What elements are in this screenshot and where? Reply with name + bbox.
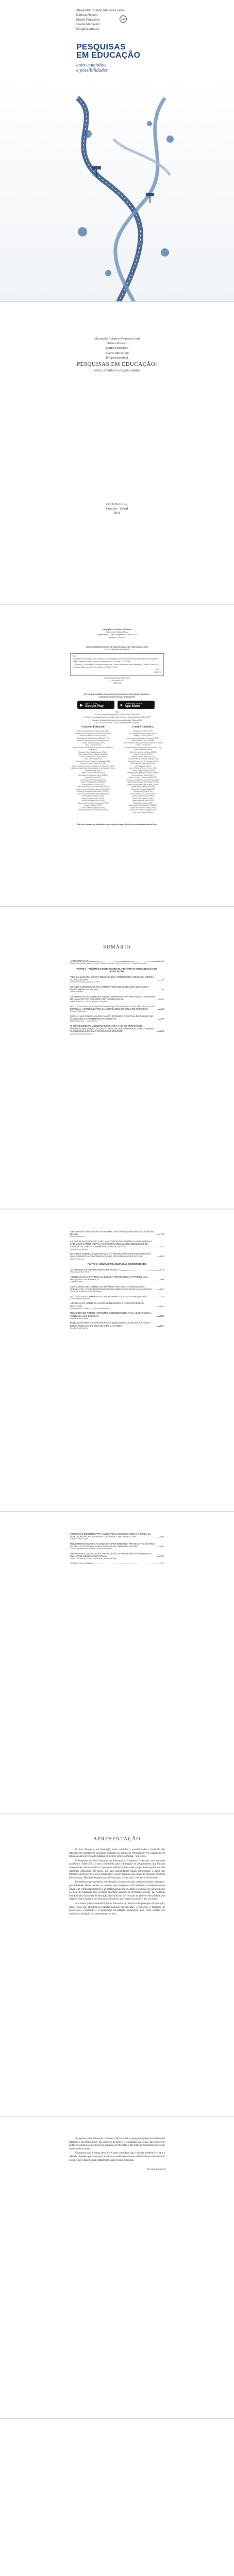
app-store-badge[interactable]	[118, 701, 155, 709]
toc-entry-title: ESCOLA MULTISSERIADA DO CAMPO: TECENDO FIOS PARA DISCUSSÃO DE SUA PRÁTICA NA PERSPECTIVA DOCENTE	[70, 1014, 154, 1021]
title-page	[0, 302, 234, 604]
title-page-organizers-label: (Organizadores)	[106, 355, 128, 360]
toc-entry-line	[70, 1005, 164, 1010]
board-member: Ana Chrystina Venancio Mignot (UERJ)	[128, 732, 158, 735]
board-member: Lídia de Oliveira Xavier (UNIEURO)	[80, 781, 106, 783]
board-member: Vera Lucia Gaspar (UDESC)	[132, 811, 154, 814]
cover-subtitle	[76, 63, 108, 73]
toc-page-number: 319	[160, 1555, 164, 1558]
board-member: Maria de Lourdes Pinto de Almeida (UNOESC)	[126, 778, 160, 781]
digital-notice-line: ESTA OBRA TAMBÉM ENCONTRA-SE DISPONÍVEL EM FORMATO DIGITAL.	[83, 693, 151, 696]
board-member: Sydione Santos (UEPG)	[84, 804, 102, 806]
board-member: Andréia N. Militão (UEMS)	[133, 735, 153, 737]
board-member: Fernando Antônio Gonçalves Alcoforado (IPB)	[76, 760, 110, 762]
board-member: Kilwangy Kya Kapitango-a-Samba (Unemat)	[127, 772, 159, 774]
title-page-publisher	[0, 502, 234, 516]
board-member: Altair Alberto Fávero (UPF)	[133, 730, 153, 732]
copyright-line: Editor-chefe: Railson Moura	[105, 631, 129, 634]
presentation-heading: APRESENTAÇÃO	[93, 1836, 141, 1842]
rights-line: Proibida a reprodução parcial ou total desta obra sem autorização da Editora CRV	[83, 716, 151, 719]
copyright-line: Copyright © da Editora CRV Ltda.	[102, 629, 132, 631]
catalog-line: P47	[73, 655, 76, 657]
digital-notice-line: CONHEÇA E BAIXE NOSSO APLICATIVO!	[98, 696, 136, 699]
toc-entry[interactable]	[70, 995, 164, 1003]
presentation-paragraph: O livro Pesquisas em Educação: entre caminhos e possibilidades é resultado das reflexões provenientes de pesquisas realizadas no âmbito do Programa de Pós-Graduação em Educação da Universidade Estadual do Centro-Oeste do Paraná – Unicentro.	[69, 1849, 165, 1858]
rights-line: Todos os direitos desta edição reservados pela: Editora CRV	[92, 719, 142, 721]
toc-entry-author: Elaine Marcelino · Laís da Cruz	[70, 1020, 97, 1023]
board-member: Maria Lília Imbiriba Sousa Colares (UFOPA)	[77, 790, 109, 792]
toc-entry[interactable]	[70, 1025, 164, 1035]
cover-title-line: EM EDUCAÇÃO	[76, 51, 141, 60]
board-member: Andréia da Silva Quintanilha Sousa (UNIR/UFRN)	[75, 732, 111, 735]
board-member: Josania Portela (UFPI)	[85, 776, 102, 778]
toc-entry-title: A FORMAÇÃO DOCENTE NO ENSINO SUPERIOR: PERSPECTIVAS E DESAFIOS DE UMA PRÁTICA DOCENTE CRÍTICO-REFLEXIVA	[70, 995, 156, 1001]
toc-entry-title: ESTUDO CURRICULAR: SÃO OBRIGATÓRIO NO CURSO DE PEDAGOGIA: APONTAMENTOS INICIAIS	[70, 985, 149, 991]
title-page-author: Elaine Marcelino	[105, 351, 129, 355]
toc-page-number: 337	[160, 1562, 164, 1565]
toc-entry-author: Priscila Figueiredo	[70, 1010, 87, 1013]
toc-entry-author: Jorgiana dos Santos	[70, 1248, 88, 1250]
board-member: Helder Buenos Aires de Carvalho (UFPI)	[128, 760, 158, 762]
toc-entry-title: A INFLUÊNCIA DE GÊNERO NA INFÂNCIA POR MEIO DA PSICOLOGIA PREVENTIVA: OS BRINQUEDOS E BRINCADEIRAS NA EDUCAÇÃO INFANTIL	[70, 1285, 152, 1291]
toc-leader-dots	[157, 1316, 160, 1317]
cover-artwork-illustration	[0, 77, 234, 302]
board-member: Anna Augusta Sampaio de Oliveira (UNESP)	[126, 737, 160, 739]
board-member: Leonel Severo Rocha (UNISINOS)	[80, 778, 106, 781]
toc-entry-author: Laura Carvalho de Souza · Jefferson Olivatto da Silva	[70, 1557, 117, 1560]
presentation-page	[0, 1815, 234, 2116]
copyright-line: Revisão: Os Autores	[108, 636, 126, 639]
board-member: Mônica Pereira dos Santos (UFRJ)	[130, 792, 156, 795]
toc-page-3	[0, 1512, 234, 1814]
catalog-index	[70, 677, 164, 685]
toc-page-number: 283	[160, 1535, 164, 1538]
toc-entry[interactable]	[70, 1552, 164, 1560]
toc-entry[interactable]	[70, 1230, 164, 1238]
toc-entry[interactable]	[70, 1312, 164, 1319]
toc-entry-title: APRESENTAÇÃO	[70, 960, 89, 962]
board-member: José de Ribamar Sousa Pereira (UCB)	[129, 767, 157, 769]
toc-entry-title: ESTUDOS SOBRE A CONSTRUÇÃO E A PRODUÇÃO DA PÓS-GRADUAÇÃO: UMA ANÁLISE DA CONCENTRAÇÃO DA PÓS-GRADUAÇÃO NO PAÍS	[70, 1252, 151, 1258]
toc-entry[interactable]	[70, 1005, 164, 1013]
toc-leader-dots	[158, 999, 161, 1000]
toc-entry[interactable]	[70, 1015, 164, 1023]
board-member: Celso Conti (UFSCar)	[85, 744, 101, 746]
board-member: Guillermo Arias Beatón (Universidade de La Havana – Cuba)	[71, 767, 115, 769]
toc-entry[interactable]	[70, 1302, 164, 1310]
board-member: Simone Rodrigues Pinto (UNB)	[81, 800, 105, 802]
toc-entry-line	[70, 995, 164, 1001]
toc-entry-line	[70, 1025, 164, 1033]
play-triangle-icon: ▶	[80, 702, 83, 707]
toc-entry-title: A CONCEPÇÃO DE EDUCAÇÃO NA COMISSÃO ECONÔMICA PARA AMÉRICA LATINA E O CARIBE (CEPAL) NA PRIMEIRA DÉCADA DO SÉCULO XXI: DA CIÊNCIA DO CAPITAL HUMANO AO CAPITAL SOCIAL	[70, 1240, 152, 1248]
toc-entry-title: RELAÇÕES DE PODER: ASPECTOS CONSIDERADOS PARA ACABAR COM A VIOLÊNCIA NAS ESCOLAS	[70, 1312, 152, 1317]
toc-page-number: 153	[160, 1255, 164, 1258]
board-member: Elizeu Clementino de Souza (UNEB)	[129, 751, 157, 753]
publisher-line: EDITORA CRV	[106, 502, 128, 506]
board-member: Eduardo Fernandes Barbosa (UFMG)	[79, 751, 107, 753]
toc-entry[interactable]	[70, 1321, 164, 1329]
toc-page-number: 103	[160, 1030, 164, 1033]
toc-entry-title: FORMAÇÃO DOCENTE PARA AMBIENTES NÃO ESCOLARES E O PAPEL DA EDUCAÇÃO FACE A UMA INSTITUIÇÃO DE CONTROLE TOTAL	[70, 1533, 151, 1538]
board-member: Najela Tavares Ujiie (UTFPR)	[132, 795, 154, 797]
toc-page-1	[0, 907, 234, 1209]
board-member: Carlos Federico Dominguez Avila (Unieuro)	[77, 739, 109, 741]
toc-entry-title: AS CRIANÇAS E A BRINCADEIRA NA ESCOLA	[70, 1268, 119, 1271]
cover-title	[76, 43, 174, 60]
toc-part-heading: PARTE 2 · EDUCAÇÃO, CULTURAS E DIVERSIDADE	[87, 1263, 147, 1266]
toc-page-number: 207	[160, 1287, 164, 1291]
board-member: Tadeu Oliver Gonçalves (UFPA)	[81, 806, 105, 809]
toc-entry-line	[70, 1230, 164, 1235]
board-member: Maria Cristina dos Santos Bezerra (UFSCar)	[76, 786, 110, 788]
board-member: Gláucia Maria dos Santos Jorge (UFOP)	[128, 758, 158, 760]
toc-entry-title: A RESTRIÇÃO DAS IDEIAS DE GRAMSCI NAS PESQUISAS EM EDUCAÇÃO NO BRASIL	[70, 1230, 154, 1236]
toc-page-number: 87	[161, 1018, 164, 1021]
toc-entry[interactable]	[70, 1268, 164, 1274]
cover-author: Elaine Marcelino	[76, 23, 100, 26]
copyright-line: Diagramação e Capa: Designers da Editora CRV	[96, 634, 138, 636]
toc-page-number: 223	[160, 1295, 164, 1298]
toc-entry[interactable]	[70, 1562, 164, 1565]
title-page-authors	[0, 336, 234, 360]
board-member: Barbara Coelho Neves (UFBA)	[131, 739, 155, 741]
toc-leader-dots	[89, 961, 161, 962]
presentation-paragraph: A segunda parte, Educação, Culturas e Diversidade, congrega pesquisas que tratam das infâncias e das brincadeiras, das questões de gênero e sexualidade na escola, das relações de poder, da educação em espaços de privação de liberdade e das lutas do movimento negro por direitos educacionais.	[69, 2138, 165, 2150]
catalog-card	[70, 653, 164, 676]
cover-organizers-label: (Organizadores)	[76, 27, 99, 31]
toc-leader-dots	[157, 1556, 160, 1557]
editorial-council	[70, 725, 116, 814]
rights-line: Tel.: (41) 3039-6418 - E-mail: sac@editoracrv.com.br	[95, 721, 139, 724]
board-member: Cesar Gerónimo Tello (Universidad Nacional de Três de Febrero – Argentina)	[123, 741, 163, 746]
toc-entry-author: Alexandre Cristino Menezes Leite	[70, 981, 99, 984]
rights-line: 2018	[115, 711, 119, 713]
toc-page-number: 69	[161, 1008, 164, 1011]
toc-entry-author: Katia Pimenta Soares · Luciana Takeda Alves	[70, 1307, 110, 1310]
toc-entry-title: EDUCAÇÃO INFANTIL NAS POLÍTICAS EDUCACIONAIS: UM OLHAR PARA A ESCOLARIZAÇÃO DE CRIANÇAS DE 0 A 5 ANOS	[70, 1321, 151, 1327]
toc-entry-line	[70, 986, 164, 991]
board-member: Míguel Ángel Lopes (UNINTER)	[131, 786, 155, 788]
cover-authors	[76, 8, 159, 31]
title-page-author: Débora Ribeiro	[106, 342, 128, 346]
toc-entry-line	[70, 976, 164, 981]
publisher-line: 2018	[113, 511, 121, 515]
board-member: Aldira Guimarães Duarte Domínguez (UNB)	[77, 730, 109, 732]
store-badges	[77, 701, 155, 709]
toc-leader-dots	[158, 1019, 161, 1020]
board-member: Elione Maria Nogueira Diogenes (UFAL)	[78, 753, 108, 755]
board-member: Tania Suely Azevedo Brasileiro (UFOPA)	[78, 809, 108, 811]
toc-entry-line	[70, 1015, 164, 1020]
toc-list	[70, 1533, 164, 1567]
google-play-small: GET IT ON	[85, 702, 97, 705]
index-line: 1. Educação 370	[110, 680, 124, 682]
board-member: Nilson José Machado (USP)	[132, 797, 154, 800]
toc-page-number: 267	[160, 1324, 164, 1327]
board-member: Carlos Alberto Vilar Estêvão (UMINHO – PT)	[76, 737, 110, 739]
rights-line: Foi feito o depósito legal conf. Lei 10.994 de 14/12/2004	[94, 714, 140, 716]
toc-entry-line	[70, 1276, 164, 1281]
toc-page-number: 173	[160, 1268, 164, 1271]
copyright-top	[70, 629, 164, 639]
publisher-logo-icon: CRV	[120, 15, 127, 23]
toc-list	[70, 960, 164, 1037]
title-page-title: PESQUISAS EM EDUCAÇÃO:	[77, 361, 157, 367]
toc-entry[interactable]	[70, 1543, 164, 1550]
board-member: Paulo Romualdo Hernandes (UNIFAL-MG)	[77, 792, 109, 795]
board-member: Sonia Maria Ferreira Koehler (UNISAL)	[128, 804, 158, 806]
board-member: Lourdes Helena da Silva (UFV)	[81, 783, 105, 786]
board-member: Élsio José Corá (UFFS)	[84, 758, 102, 760]
toc-entry-title: VIÉS DA CULTURA, SOFT E EDUCAÇÃO NA PERSPECTIVA DE MARX: CRÍTICA AO SÉCULO XXI	[70, 975, 154, 981]
digital-notice	[70, 693, 164, 699]
toc-entry-author: Maria Aparecida Berto	[70, 1271, 90, 1273]
toc-entry-author: Elaine Marcelino	[70, 1235, 85, 1238]
isbn: ISBN 978	[113, 682, 121, 685]
toc-heading: SUMÁRIO	[103, 944, 131, 950]
toc-entry-line	[70, 1302, 164, 1307]
board-member: Maria de Lourdes Pinto de Almeida (UNOESC)	[76, 788, 110, 790]
toc-entry-author: Ciro Ferreira Delatorre	[70, 1297, 90, 1300]
cover-author: Débora Ribeiro	[76, 13, 98, 17]
presentation-paragraph: O Programa de Pós-Graduação em Educação da Unicentro é ofertado com mestrado acadêmico, desde 2013, e tem contribuído para a formação de pesquisadores que buscam compreender, de modo crítico, o processo educativo, bem como propor intervenções em suas diferentes dimensões. Os textos que aqui apresentamos foram selecionados a partir dos trabalhos desenvolvidos pelos mestrandos e pelos docentes das linhas de pesquisa: Políticas Educacionais, História e Organização da Educação; e Educação, Culturas e Diversidade.	[69, 1859, 165, 1879]
toc-entry-title: MOVIMENTO NEGRO E A CONQUISTA POR DIREITOS: PRÁTICAS NO SISTEMA DA EDUCAÇÃO PÚBLICA NOS ANOS 1970 E 1980 EM CURITIBA	[70, 1543, 155, 1548]
toc-entry[interactable]	[70, 1252, 164, 1260]
presentation-text	[69, 2138, 165, 2163]
board-member: Mohammed Elhajji (UFRJ)	[133, 790, 153, 792]
board-member: Silvia Regina Canan (URI)	[133, 802, 153, 804]
toc-entry-author: Poliana Caroline de Macedo Feitosa	[70, 1291, 102, 1293]
board-member: Sérgio Nunes de Jesus (IFRO)	[131, 800, 155, 802]
toc-entry[interactable]	[70, 976, 164, 984]
toc-page-number: 137	[160, 1245, 164, 1248]
apple-icon: ●	[120, 702, 123, 707]
toc-entry-author: Angélica Alves	[70, 1281, 83, 1283]
catalog-subtitle: CATALOGAÇÃO NA FONTE	[105, 649, 129, 651]
toc-entry-line	[70, 1252, 164, 1258]
toc-entry-title: O CONHECIMENTO MODERNO ESCOLAR E A LEI DO PROFESSOR: PROFISSIONALIZAÇÃO DOCENTE PRECISA SER APRENDER, ASSEGURANDO O APRENDIZADO COMO EXPRESSÃO DOCENTE	[70, 1024, 155, 1033]
index-line: Índice para catálogo sistemático	[104, 677, 130, 679]
toc-entry-line	[70, 1285, 164, 1291]
presentation-paragraph: Entendemos que a pesquisa em educação se constitui como campo de tensões, disputas e possibilidades. Nesse sentido, os capítulos que compõem a obra refletem a multiplicidade de olhares, de referenciais teóricos e de metodologias que orientam a produção do conhecimento na área. As temáticas aqui reunidas abordam questões da formação docente, das políticas educacionais, da história da educação, das infâncias, das relações de gênero e sexualidade, das relações étnico-raciais e dos processos educativos em espaços escolares e não escolares.	[69, 1881, 165, 1901]
board-member: João Adalberto Campato Junior (UNESP)	[78, 774, 108, 776]
cover-subtitle-line: e possibilidades	[76, 68, 108, 73]
peer-review-note: Este livro passou por avaliação e aprovação às cegas de dois ou mais pareceristas ad hoc.	[77, 823, 157, 825]
toc-part-heading: PARTE 1 · POLÍTICAS EDUCACIONAIS, HISTÓRIA E ORGANIZAÇÃO DA EDUCAÇÃO	[76, 967, 158, 973]
board-title: Comitê Científico:	[132, 725, 154, 728]
board-member: Francisco Ari de Andrade (UFC)	[131, 755, 155, 758]
presentation-paragraph: A primeira parte, intitulada Políticas Educacionais, História e Organização da Educação, reúne textos que discutem as políticas públicas em educação, o currículo, a formação de professores, a avaliação e a organização do trabalho pedagógico, bem como estudos que revisitam a produção do conhecimento na área.	[69, 1902, 165, 1916]
toc-entry[interactable]	[70, 1533, 164, 1540]
toc-page-number: 189	[160, 1278, 164, 1281]
presentation-text	[69, 1849, 165, 1917]
toc-entry[interactable]	[70, 1295, 164, 1300]
catalog-line: 1. Educação 2. Psicologia 3. Políticas educacionais I. Leite, Alexandre Cristino Menezes. II. Ribeiro, Débora. III. Francisco, Elaine. IV. Marcelino, Elaine. V. Título VI. Série	[73, 664, 159, 669]
board-member: Marcos Vinicius Francisco (UNOESTE)	[128, 776, 158, 778]
board-member: Elizeu Clementino de Souza (UNEB)	[79, 755, 107, 758]
board-member: Maria Eurácia Barreto de Andrade (UFRB)	[127, 781, 159, 783]
board-member: Fauston Negreiros (UFPI)	[133, 753, 153, 755]
toc-entry-author: Elaine Francisco · Jessé Virgínio Gonçalves	[70, 1001, 109, 1003]
toc-entry-line	[70, 1312, 164, 1317]
catalog-line: Pesquisas em educação: entre caminhos e possibilidades / Alexandre Cristino Menezes Leite, Débora Ribeiro, Elaine Francisco, Elaine Marcelino (organizadores) – Curitiba : CRV, 2018.	[73, 657, 159, 663]
board-member: Lourdes Helena da Silva (UFV)	[131, 774, 155, 776]
toc-entry-line	[70, 1533, 164, 1538]
toc-page-number: 11	[161, 960, 164, 962]
toc-list	[70, 1230, 164, 1331]
board-member: Francisco Carlos Duarte (PUC-PR)	[80, 762, 106, 765]
board-member-list	[120, 730, 166, 814]
toc-page-number: 35	[161, 988, 164, 991]
toc-entry-author: Alexandre Cristino Menezes Leite · Débora Ribeiro · Elaine Francisco · Elaine Marcelino	[70, 962, 147, 965]
presentation-paragraph: Esperamos que a leitura deste livro possa contribuir para o debate acadêmico e para a reflexão daqueles que, como nós, acreditam na educação como possibilidade de transformação social e que o diálogo aqui estabelecido inspire novas pesquisas.	[69, 2152, 165, 2162]
toc-entry-title: A EDUCAÇÃO SOBRE O ALCOOL HABILIDADES E DOS PROCESSOS DIDÁTICOS	[70, 1302, 144, 1308]
cover-author: Alexandre Cristino Menezes Leite	[76, 9, 124, 12]
presentation-signature: Os Organizadores	[147, 2168, 166, 2171]
board-member: Rodrigo Pratte-Santos (UFES)	[81, 795, 105, 797]
board-member: Sérgio Nunes de Jesus (IFRO)	[81, 797, 105, 800]
toc-entry-title: A EDUCAÇÃO DA INFÂNCIA NA ESCOLA: REFLEXÕES A PARTIR DE UMA PESQUISA ETNOGRÁFICA	[70, 1275, 148, 1281]
toc-entry-author: Elaine Francisco	[70, 1258, 85, 1260]
toc-page-number: 51	[161, 998, 164, 1001]
toc-page-number: 241	[160, 1304, 164, 1308]
toc-entry-title: POLÍTICAS EDUCACIONAIS DE AVALIAÇÃO DO PÚBLICO ALVO DA EDUCAÇÃO ESPECIAL: APONTAMENTOS DA ABORDAGEM DO CICLO DE POLÍTICAS	[70, 1005, 155, 1011]
board-member: Solange Helena Ximenes-Rocha (UFOPA)	[77, 802, 109, 804]
toc-page-number: 19	[161, 978, 164, 981]
catalog-line: CDU 37	[155, 668, 161, 671]
toc-leader-dots	[157, 1234, 160, 1235]
toc-entry-author: Tatiane Aparecida de Oliveira · Elaine Marcelino	[70, 1548, 112, 1550]
google-play-big: Google Play	[85, 704, 104, 708]
board-member: Jussara Fraga Portugal (UNEB)	[131, 769, 155, 772]
title-page-subtitle: entre caminhos e possibilidades	[94, 368, 140, 372]
catalog-heading	[70, 646, 164, 651]
board-member: Ilma Passos A. Veiga (UNICEUB)	[130, 762, 156, 765]
toc-entry-title: SOBRE OS AUTORES	[70, 1562, 94, 1565]
publisher-line: Curitiba – Brasil	[106, 506, 128, 511]
toc-entry-author: Fabiano Elias Lopes	[70, 1538, 88, 1540]
toc-entry-line	[70, 1552, 164, 1557]
board-member: Cesar Gerónimo Tello (Univer. Nacional Três de Febrero – Argentina)	[72, 746, 114, 751]
presentation-page-2	[0, 2117, 234, 2419]
toc-entry-line	[70, 1240, 164, 1248]
toc-page-number: 255	[160, 1314, 164, 1317]
toc-leader-dots	[157, 1326, 160, 1327]
catalog-title: DADOS INTERNACIONAIS DE CATALOGAÇÃO NA PUBLICAÇÃO (CIP)	[86, 646, 148, 648]
blank-page	[0, 2419, 234, 2576]
toc-entry-author: Aparecida Sirlei Bortoluzzi	[70, 1032, 93, 1035]
toc-entry-line	[70, 1562, 164, 1565]
board-member: Eliane Rose Maio (UEM)	[133, 749, 153, 751]
cover-page	[0, 0, 234, 302]
google-play-badge[interactable]	[77, 701, 114, 709]
toc-entry-author: Débora Ribeiro	[70, 991, 83, 993]
board-member: Carmen Tereza Velanga (UNIR)	[81, 741, 105, 744]
board-member: Antônio Pereira Gaio Júnior (UFRRJ)	[79, 735, 107, 737]
board-member: Vânia Alves Martins Chaigar (FURG)	[129, 809, 157, 811]
toc-entry[interactable]	[70, 960, 164, 965]
toc-entry-title: SEXUALIDADE E AMBIENTES DISCIPLINARES: A ESCOLA EM QUESTÃO	[70, 1295, 148, 1298]
copyright-page	[0, 605, 234, 907]
rights-block	[70, 711, 164, 724]
app-store-small: Download on the	[124, 702, 143, 705]
toc-entry-title: MENDIGANDO A EDUCAÇÃO: A EDUCAÇÃO DE RESISTÊNCIA FEMININA DE MULHERES NEGRAS NO PARANÁ	[70, 1552, 152, 1558]
board-member: Míguel Ángel Lopes (UNINTER)	[131, 788, 155, 790]
cover-author: Elaine Francisco	[76, 18, 100, 22]
cover-subtitle-line: entre caminhos	[76, 63, 106, 68]
board-title: Conselho Editorial:	[81, 725, 105, 728]
toc-leader-dots	[157, 1031, 160, 1032]
toc-entry[interactable]	[70, 1240, 164, 1250]
toc-entry-line	[70, 1543, 164, 1548]
editorial-boards	[70, 725, 166, 814]
toc-entry[interactable]	[70, 986, 164, 993]
board-member: Suzana dos Santos Gomes (UFMG)	[129, 806, 157, 809]
toc-entry-author: Marília Prado Santos	[70, 1327, 89, 1329]
board-member: Diosnel Centurion (Univ Americ. de Asunción – Py)	[124, 746, 162, 749]
board-member: Maria Lília Imbiriba Sousa Colares (UFOPA)	[127, 783, 159, 786]
toc-entry[interactable]	[70, 1276, 164, 1283]
board-member: Gloria Fariñas León (Universidade de La Havana – Cuba)	[72, 765, 114, 767]
app-store-big: App Store	[124, 704, 140, 708]
scientific-committee	[120, 725, 166, 814]
title-page-author: Alexandre Cristino Menezes Leite	[93, 337, 141, 341]
toc-page-number: 119	[160, 1233, 164, 1236]
toc-page-2	[0, 1210, 234, 1512]
board-member: Inês Bragança (UERJ)	[135, 765, 152, 767]
cover-title-line: PESQUISAS	[76, 43, 126, 52]
toc-page-number: 301	[160, 1545, 164, 1548]
board-member-list	[70, 730, 116, 811]
board-member: Helmuth Krüger (UCP)	[85, 769, 102, 772]
toc-leader-dots	[158, 1009, 161, 1010]
toc-entry-line	[70, 1321, 164, 1327]
toc-entry-author: Anna Letícia Padilha	[70, 1317, 88, 1319]
toc-entry[interactable]	[70, 1285, 164, 1293]
catalog-line: CDD 370	[154, 671, 161, 673]
title-page-author: Elaine Francisco	[105, 346, 129, 350]
board-member: Jailson Alves dos Santos (UFRJ)	[81, 772, 105, 774]
